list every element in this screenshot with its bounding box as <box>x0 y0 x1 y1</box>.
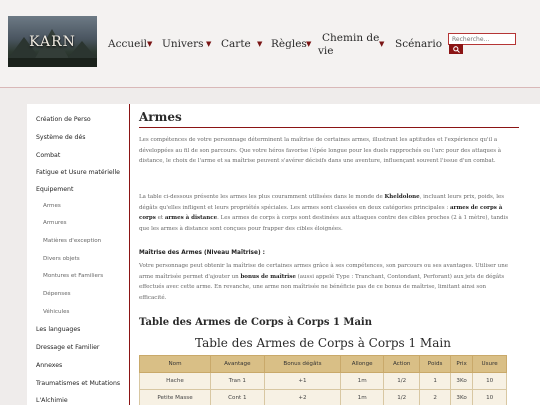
table-cell: 3Ko <box>450 373 472 390</box>
mastery-title: Maîtrise des Armes (Niveau Maîtrise) : <box>139 250 265 256</box>
category-melee: armes de corps à corps <box>139 204 503 221</box>
sidebar-subitem-matieres[interactable]: Matières d'exception <box>43 238 102 244</box>
chevron-down-icon: ▼ <box>379 40 385 48</box>
section-title: Table des Armes de Corps à Corps 1 Main <box>139 317 373 328</box>
table-cell: 1 <box>420 373 451 390</box>
nav-item-accueil[interactable]: Accueil <box>108 38 148 50</box>
site-logo[interactable] <box>8 16 97 67</box>
sidebar-item-combat[interactable]: Combat <box>36 152 61 159</box>
sidebar-item-traumatismes[interactable]: Traumatismes et Mutations <box>36 380 121 387</box>
table-cell: +1 <box>264 373 341 390</box>
sidebar-item-annexes[interactable]: Annexes <box>36 362 63 369</box>
column-header: Prix <box>450 356 472 373</box>
chevron-down-icon: ▼ <box>206 40 212 48</box>
sidebar-item-languages[interactable]: Les languages <box>36 326 81 333</box>
table-header-row <box>140 356 507 373</box>
text-run: et <box>155 215 165 221</box>
sidebar-subitem-vehicules[interactable]: Véhicules <box>43 309 70 315</box>
nav-item-scenario[interactable]: Scénario <box>395 38 443 50</box>
search-button[interactable] <box>449 44 463 54</box>
sidebar-item-fatigue[interactable]: Fatigue et Usure matérielle <box>36 169 120 176</box>
mastery-paragraph <box>139 261 511 303</box>
text-run: Votre personnage peut obtenir la maîtrise de certaines armes grâce à ses compétences, son parcours ou ses avantages. Utiliser une arme maîtrisée permet d'ajouter un <box>139 263 508 280</box>
sidebar-subitem-armes[interactable]: Armes <box>43 203 61 209</box>
sidebar <box>27 104 130 405</box>
sidebar-subitem-armures[interactable]: Armures <box>43 220 67 226</box>
table-cell: +2 <box>264 390 341 405</box>
table-cell: Hache <box>140 373 211 390</box>
world-name: Kheldolone <box>384 194 420 200</box>
table-cell: 1m <box>341 390 384 405</box>
table-cell: 1/2 <box>384 390 420 405</box>
table-cell: 2 <box>420 390 451 405</box>
table-row <box>140 390 507 405</box>
sidebar-subitem-depenses[interactable]: Dépenses <box>43 291 71 297</box>
nav-item-regles[interactable]: Règles <box>271 38 307 50</box>
category-ranged: armes à distance <box>164 215 218 221</box>
weapons-table <box>139 355 507 405</box>
table-cell: 3Ko <box>450 390 472 405</box>
sidebar-subitem-divers-objets[interactable]: Divers objets <box>43 256 80 262</box>
table-cell: Petite Masse <box>140 390 211 405</box>
column-header: Action <box>384 356 420 373</box>
table-row <box>140 373 507 390</box>
intro-paragraph: Les compétences de votre personnage déterminent la maîtrise de certaines armes, illustrant les aptitudes et l'expérience qu'il a développées au fil de son parcours. Que votre héros favorise l'épée longue pour les duels rapprochés ou l'arc pour des attaques à distance, le choix de l'arme et sa maîtrise peuvent s'avérer décisifs dans une aventure, influençant souvent l'issue d'un combat. <box>139 137 502 164</box>
nav-item-label-line1: Chemin de <box>322 32 380 44</box>
nav-item-chemin-de-vie[interactable] <box>322 32 379 45</box>
chevron-down-icon: ▼ <box>257 40 263 48</box>
table-cell: Cont 1 <box>211 390 265 405</box>
table-cell: 10 <box>473 390 507 405</box>
sidebar-item-alchimie[interactable]: L'Alchimie <box>36 397 68 404</box>
search-icon <box>453 46 460 53</box>
logo-treeline <box>8 58 97 67</box>
header-divider <box>0 87 540 88</box>
chevron-down-icon: ▼ <box>306 40 312 48</box>
text-run: (aussi appelé Type : Tranchant, Contondant, Perforant) aux jets de dégâts effectués avec cette arme. En revanche, une arme non maîtrisée ne bénéficie pas de ce bonus de maîtrise, limitant ainsi son efficacité. <box>139 273 505 301</box>
column-header: Poids <box>420 356 451 373</box>
nav-item-univers[interactable]: Univers <box>162 38 204 50</box>
chevron-down-icon: ▼ <box>147 40 153 48</box>
column-header: Bonus dégâts <box>264 356 341 373</box>
table-title: Table des Armes de Corps à Corps 1 Main <box>195 336 451 350</box>
nav-item-carte[interactable]: Carte <box>221 38 251 50</box>
text-run: , incluant leurs prix, poids, les dégâts qu'elles infligent et leurs propriétés spéciales. Les armes sont classées en deux catégories principales : <box>139 194 505 211</box>
sidebar-item-systeme-de-des[interactable]: Système de dés <box>36 134 86 141</box>
sidebar-item-dressage[interactable]: Dressage et Familier <box>36 344 100 351</box>
column-header: Allonge <box>341 356 384 373</box>
page-title: Armes <box>139 110 182 124</box>
text-run: . Les armes de corps à corps sont destinées aux attaques contre des cibles proches (2 à 1 mètre), tandis que les armes à distance sont conçues pour frapper des cibles éloignées. <box>139 215 509 232</box>
sidebar-item-creation-de-perso[interactable]: Création de Perso <box>36 116 91 123</box>
sidebar-item-equipement[interactable]: Equipement <box>36 186 74 193</box>
column-header: Avantage <box>211 356 265 373</box>
column-header: Usure <box>473 356 507 373</box>
title-underline <box>139 127 519 128</box>
table-cell: 1m <box>341 373 384 390</box>
sidebar-subitem-montures[interactable]: Montures et Familiers <box>43 273 104 279</box>
table-cell: 10 <box>473 373 507 390</box>
logo-text: KARN <box>29 34 76 50</box>
text-run: La table ci-dessous présente les armes les plus couramment utilisées dans le monde de <box>139 194 385 200</box>
page-header <box>139 110 519 124</box>
mastery-bonus: bonus de maîtrise <box>240 273 296 280</box>
table-cell: 1/2 <box>384 373 420 390</box>
table-cell: Tran 1 <box>211 373 265 390</box>
column-header: Nom <box>140 356 211 373</box>
table-intro-paragraph <box>139 192 511 234</box>
nav-item-chemin-de-vie-line2[interactable]: vie <box>318 45 334 57</box>
